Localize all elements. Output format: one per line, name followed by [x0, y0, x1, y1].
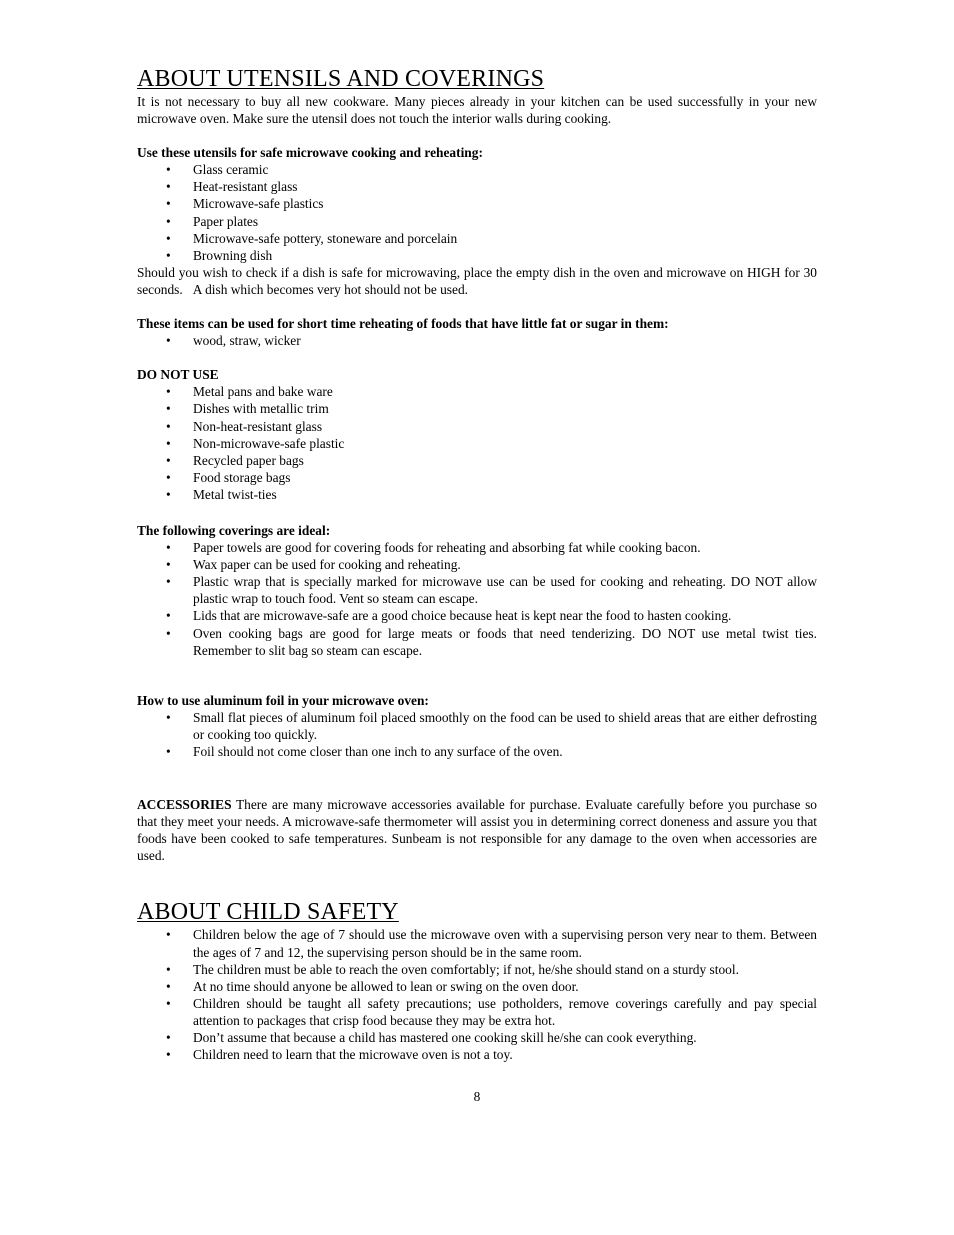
- list-item: • Wax paper can be used for cooking and reheating.: [137, 556, 817, 573]
- list-item: • Don’t assume that because a child has mastered one cooking skill he/she can cook everything.: [137, 1029, 817, 1046]
- list-item: • Plastic wrap that is specially marked for microwave use can be used for cooking and reheating. DO NOT allow plastic wrap to touch food. Vent so steam can escape.: [137, 573, 817, 607]
- list-item: • Children should be taught all safety precautions; use potholders, remove coverings carefully and pay special attention to packages that crisp food because they may be extra hot.: [137, 995, 817, 1029]
- document-page: [137, 65, 817, 1063]
- list-item: • Paper towels are good for covering foods for reheating and absorbing fat while cooking bacon.: [137, 539, 817, 556]
- list-item: • Browning dish: [137, 247, 817, 264]
- list-item: • Paper plates: [137, 213, 817, 230]
- do-not-use-list: [137, 383, 817, 503]
- list-item: • Lids that are microwave-safe are a good choice because heat is kept near the food to hasten cooking.: [137, 607, 817, 624]
- list-item: • Heat-resistant glass: [137, 178, 817, 195]
- list-item: • Glass ceramic: [137, 161, 817, 178]
- short-reheat-lead: These items can be used for short time reheating of foods that have little fat or sugar in them:: [137, 316, 669, 332]
- list-item: • Children below the age of 7 should use the microwave oven with a supervising person very near to them. Between the ages of 7 and 12, the supervising person should be in the same room.: [137, 926, 817, 960]
- list-item: • Microwave-safe plastics: [137, 195, 817, 212]
- list-item: • Non-heat-resistant glass: [137, 418, 817, 435]
- heading-child-safety: ABOUT CHILD SAFETY: [137, 899, 399, 926]
- list-item: • Children need to learn that the microwave oven is not a toy.: [137, 1046, 817, 1063]
- utensils-intro: It is not necessary to buy all new cookware. Many pieces already in your kitchen can be used successfully in your new microwave oven. Make sure the utensil does not touch the interior walls during cooking.: [137, 94, 817, 127]
- list-item: • Food storage bags: [137, 469, 817, 486]
- foil-list: [137, 709, 817, 760]
- accessories-text: There are many microwave accessories available for purchase. Evaluate carefully before you purchase so that they meet your needs. A microwave-safe thermometer will assist you in determining correct doneness and assure you that foods have been cooked to safe temperatures. Sunbeam is not responsible for any damage to the oven when accessories are used.: [137, 797, 817, 864]
- child-safety-list: [137, 926, 817, 1063]
- heading-utensils: ABOUT UTENSILS AND COVERINGS: [137, 66, 545, 92]
- safe-utensils-list: [137, 161, 817, 264]
- list-item: • At no time should anyone be allowed to lean or swing on the oven door.: [137, 978, 817, 995]
- do-not-use-lead: DO NOT USE: [137, 367, 219, 383]
- list-item: • Recycled paper bags: [137, 452, 817, 469]
- list-item: • Microwave-safe pottery, stoneware and porcelain: [137, 230, 817, 247]
- coverings-lead: The following coverings are ideal:: [137, 522, 331, 538]
- accessories-lead: ACCESSORIES: [137, 797, 232, 813]
- list-item: • Small flat pieces of aluminum foil placed smoothly on the food can be used to shield areas that are either defrosting or cooking too quickly.: [137, 709, 817, 743]
- foil-lead: How to use aluminum foil in your microwave oven:: [137, 692, 429, 708]
- accessories-paragraph: [137, 796, 817, 864]
- safe-utensils-lead: Use these utensils for safe microwave cooking and reheating:: [137, 145, 483, 161]
- list-item: • Non-microwave-safe plastic: [137, 435, 817, 452]
- page-number: 8: [473, 1089, 481, 1104]
- list-item: • Metal twist-ties: [137, 486, 817, 503]
- list-item: • Foil should not come closer than one inch to any surface of the oven.: [137, 743, 817, 760]
- list-item: • The children must be able to reach the oven comfortably; if not, he/she should stand on a sturdy stool.: [137, 961, 817, 978]
- list-item: • wood, straw, wicker: [137, 332, 817, 349]
- list-item: • Oven cooking bags are good for large meats or foods that need tenderizing. DO NOT use metal twist ties. Remember to slit bag so steam can escape.: [137, 625, 817, 659]
- coverings-list: [137, 539, 817, 659]
- dish-check-text: Should you wish to check if a dish is safe for microwaving, place the empty dish in the oven and microwave on HIGH for 30 seconds. A dish which becomes very hot should not be used.: [137, 264, 817, 297]
- short-reheat-list: [137, 332, 817, 349]
- list-item: • Metal pans and bake ware: [137, 383, 817, 400]
- list-item: • Dishes with metallic trim: [137, 400, 817, 417]
